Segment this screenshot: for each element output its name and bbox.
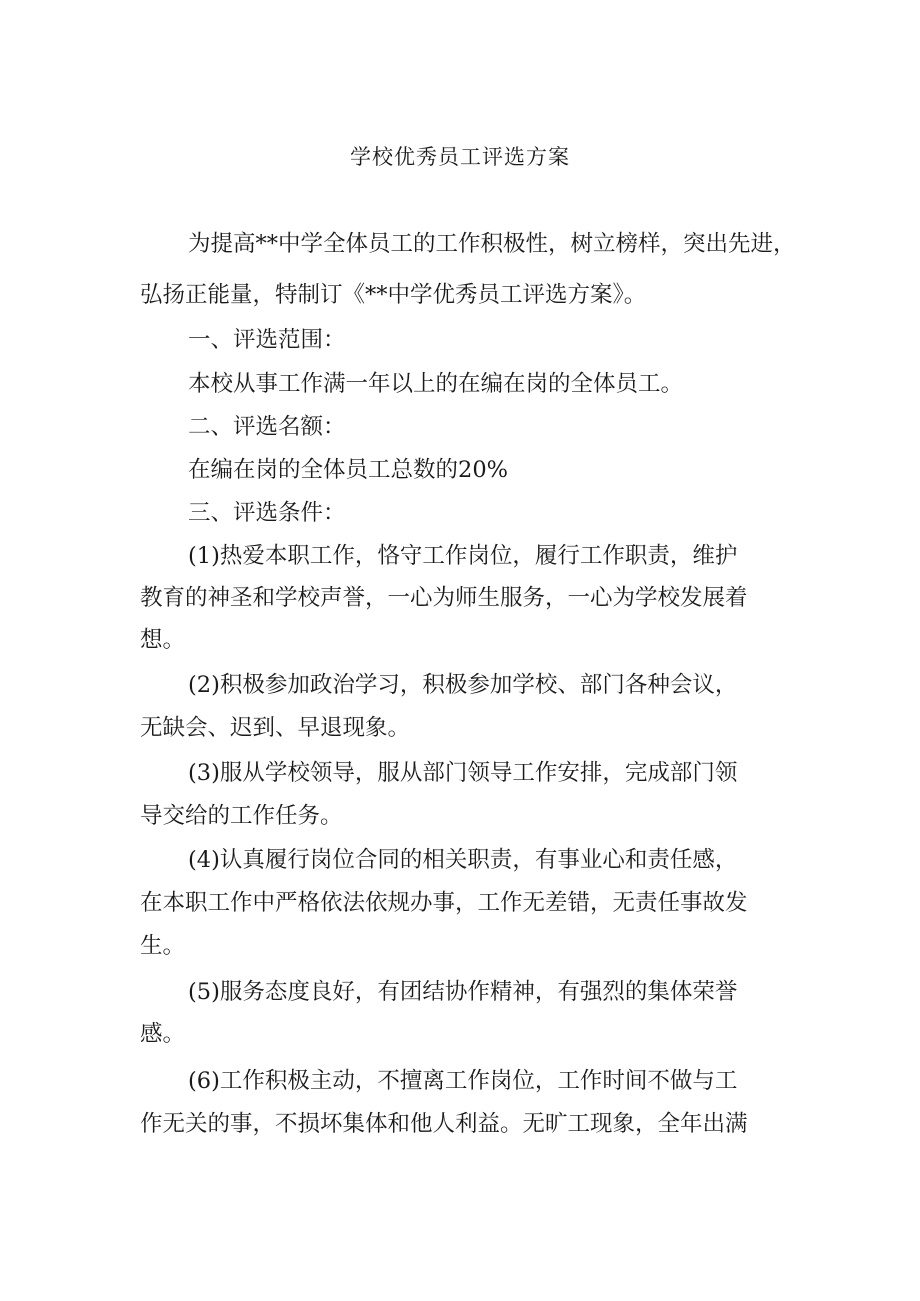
criteria-1-line-1: (1)热爱本职工作，恪守工作岗位，履行工作职责，维护 [188,543,738,569]
criteria-4-line-2: 在本职工作中严格依法依规办事，工作无差错，无责任事故发 [140,890,748,916]
section-heading-criteria: 三、评选条件： [188,500,346,526]
quota-text: 在编在岗的全体员工总数的20% [188,457,509,483]
criteria-4-line-3: 生。 [140,933,186,959]
intro-line-1: 为提高**中学全体员工的工作积极性，树立榜样，突出先进， [188,231,796,257]
criteria-1-line-3: 想。 [140,627,186,653]
criteria-1-line-2: 教育的神圣和学校声誉，一心为师生服务，一心为学校发展着 [140,585,748,611]
criteria-5-line-1: (5)服务态度良好，有团结协作精神，有强烈的集体荣誉 [188,979,738,1005]
scope-text: 本校从事工作满一年以上的在编在岗的全体员工。 [188,371,684,397]
criteria-3-line-2: 导交给的工作任务。 [140,803,343,829]
section-heading-scope: 一、评选范围： [188,327,346,353]
document-title: 学校优秀员工评选方案 [350,145,570,169]
criteria-2-line-2: 无缺会、迟到、早退现象。 [140,715,411,741]
criteria-4-line-1: (4)认真履行岗位合同的相关职责，有事业心和责任感， [188,847,738,873]
criteria-6-line-1: (6)工作积极主动，不擅离工作岗位，工作时间不做与工 [188,1068,738,1094]
intro-line-2: 弘扬正能量，特制订《**中学优秀员工评选方案》。 [140,282,647,308]
criteria-2-line-1: (2)积极参加政治学习，积极参加学校、部门各种会议， [188,672,738,698]
section-heading-quota: 二、评选名额： [188,414,346,440]
criteria-5-line-2: 感。 [140,1021,186,1047]
criteria-3-line-1: (3)服从学校领导，服从部门领导工作安排，完成部门领 [188,760,738,786]
criteria-6-line-2: 作无关的事，不损坏集体和他人利益。无旷工现象，全年出满 [140,1111,748,1137]
